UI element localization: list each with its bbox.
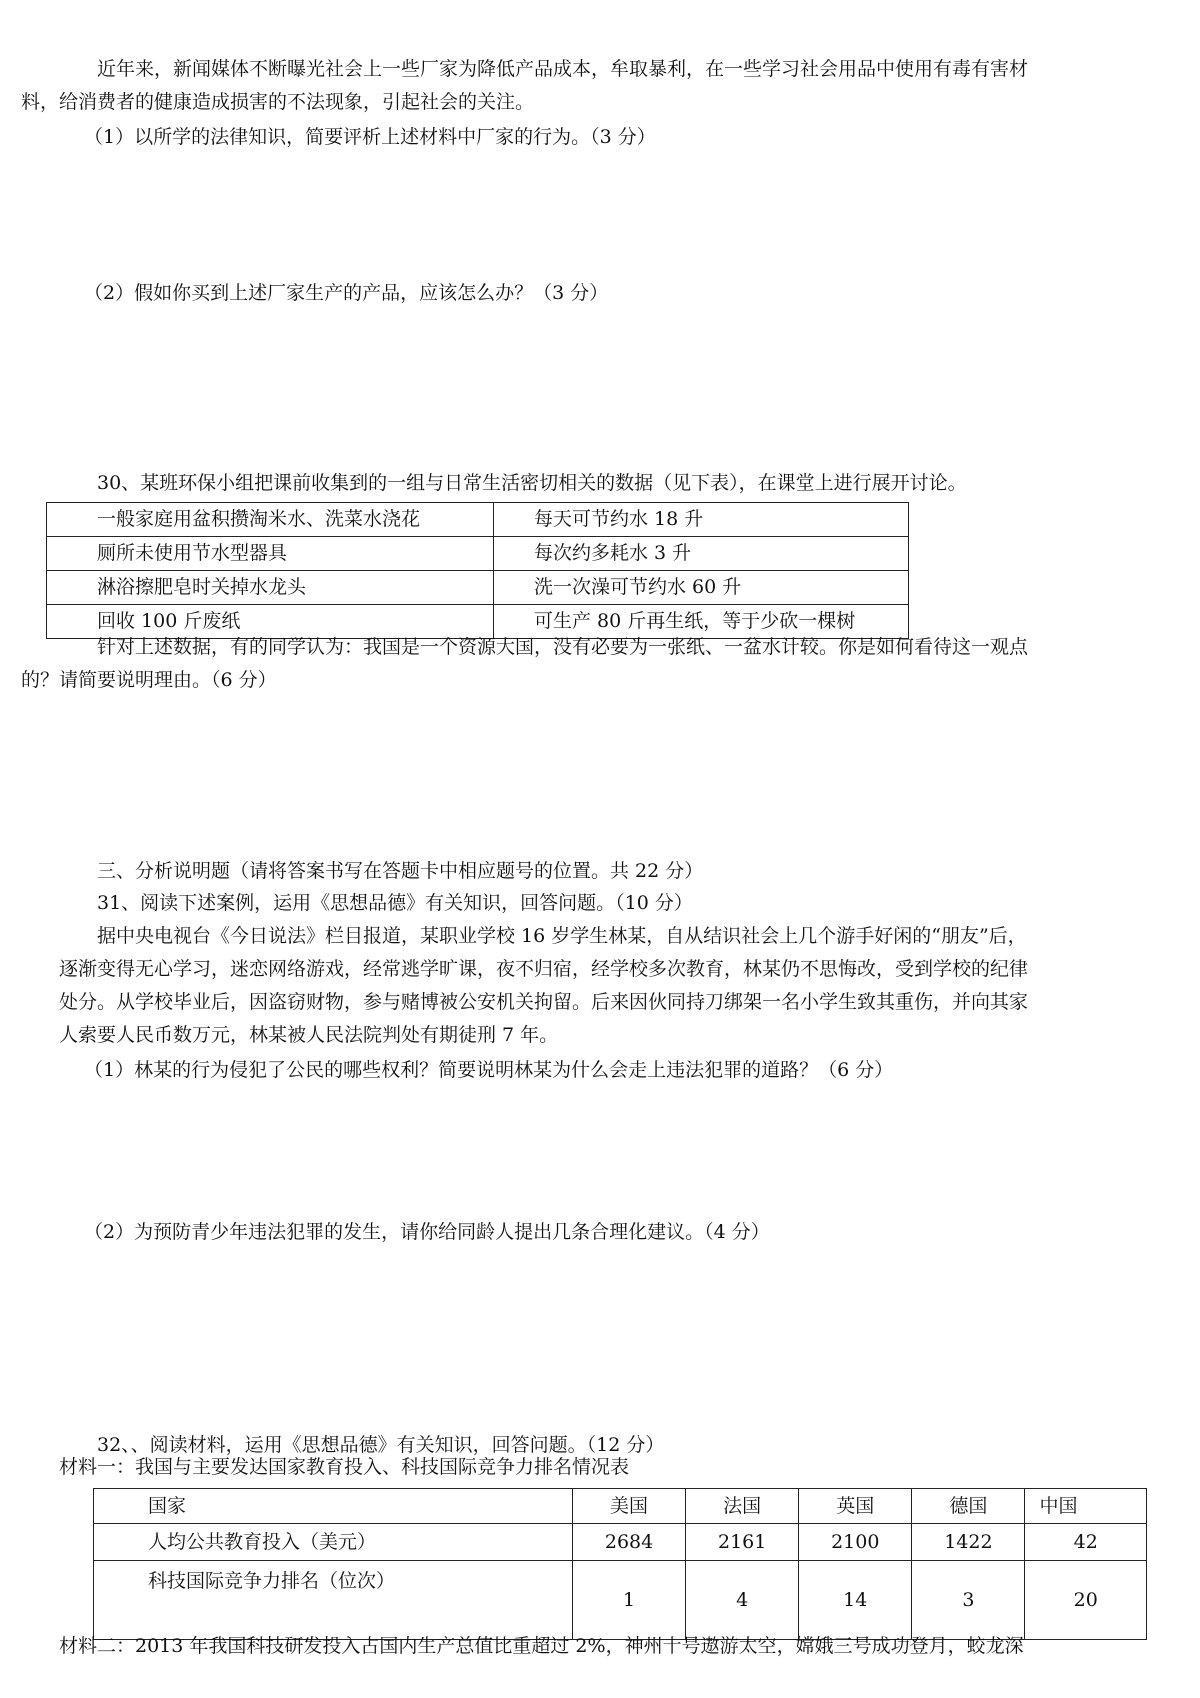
material-2-text: 材料二：2013 年我国科技研发投入占国内生产总值比重超过 2%，神州十号遨游太空，嫦娥三号成功登月，蛟龙深	[59, 1635, 1024, 1657]
table-cell: 厕所未使用节水型器具	[47, 537, 494, 571]
table-cell: 20	[1025, 1561, 1147, 1640]
table-row	[47, 503, 909, 537]
q30-followup	[21, 631, 1149, 697]
material-1-text: 材料一：我国与主要发达国家教育投入、科技国际竞争力排名情况表	[59, 1456, 630, 1478]
material-1-title	[59, 1455, 1149, 1488]
table-cell: 洗一次澡可节约水 60 升	[493, 571, 908, 605]
intro-paragraph	[21, 53, 1149, 119]
q31-case-line-1: 据中央电视台《今日说法》栏目报道，某职业学校 16 岁学生林某，自从结识社会上几个游手好闲的“朋友”后，	[97, 925, 1027, 947]
table-row	[94, 1524, 1147, 1561]
table-cell: 2684	[573, 1524, 686, 1561]
question-1: （1）以所学的法律知识，简要评析上述材料中厂家的行为。（3 分）	[84, 126, 656, 148]
table-cell: 1422	[912, 1524, 1025, 1561]
table-header-row	[94, 1489, 1147, 1524]
table-cell: 每天可节约水 18 升	[493, 503, 908, 537]
education-stats-table	[93, 1488, 1147, 1640]
table-cell: 1	[573, 1561, 686, 1640]
table-header-cell: 中国	[1025, 1489, 1147, 1524]
table-cell: 3	[912, 1561, 1025, 1640]
table-header-cell: 德国	[912, 1489, 1025, 1524]
table-cell: 一般家庭用盆积攒淘米水、洗菜水浇花	[47, 503, 494, 537]
table-header-cell: 美国	[573, 1489, 686, 1524]
intro-line-1: 近年来，新闻媒体不断曝光社会上一些厂家为降低产品成本，牟取暴利，在一些学习社会用品中使用有毒有害材	[97, 58, 1029, 80]
table-header-cell: 英国	[799, 1489, 912, 1524]
table-cell: 回收 100 斤废纸	[47, 605, 494, 639]
table-cell: 每次约多耗水 3 升	[493, 537, 908, 571]
table-header-cell: 法国	[686, 1489, 799, 1524]
question-2: （2）假如你买到上述厂家生产的产品，应该怎么办？（3 分）	[84, 282, 609, 304]
table-row	[47, 537, 909, 571]
q31-title: 31、阅读下述案例，运用《思想品德》有关知识，回答问题。（10 分）	[97, 892, 693, 914]
q30-followup-line-1: 针对上述数据，有的同学认为：我国是一个资源大国，没有必要为一张纸、一盆水计较。你是如何看待这一观点	[97, 636, 1029, 658]
table-cell: 可生产 80 斤再生纸，等于少砍一棵树	[493, 605, 908, 639]
q30-prompt: 30、某班环保小组把课前收集到的一组与日常生活密切相关的数据（见下表），在课堂上进行展开讨论。	[97, 472, 967, 494]
table-cell: 14	[799, 1561, 912, 1640]
intro-line-2: 料，给消费者的健康造成损害的不法现象，引起社会的关注。	[21, 91, 535, 113]
q31-case-line-4: 人索要人民币数万元，林某被人民法院判处有期徒刑 7 年。	[59, 1024, 559, 1046]
q31-sub-1: （1）林某的行为侵犯了公民的哪些权利？简要说明林某为什么会走上违法犯罪的道路？（6 分）	[84, 1059, 894, 1081]
q31-sub-2: （2）为预防青少年违法犯罪的发生，请你给同龄人提出几条合理化建议。（4 分）	[84, 1221, 770, 1243]
q32-title: 32、、阅读材料，运用《思想品德》有关知识，回答问题。（12 分）	[97, 1434, 665, 1456]
table-cell: 42	[1025, 1524, 1147, 1561]
water-data-table	[46, 502, 909, 639]
table-cell: 2161	[686, 1524, 799, 1561]
q31-case-line-3: 处分。从学校毕业后，因盗窃财物，参与赌博被公安机关拘留。后来因伙同持刀绑架一名小学生致其重伤，并向其家	[59, 991, 1029, 1013]
q31-case	[59, 920, 1149, 1052]
table-row	[94, 1561, 1147, 1640]
q30-followup-line-2: 的？请简要说明理由。（6 分）	[21, 669, 277, 691]
table-header-cell: 国家	[94, 1489, 573, 1524]
table-cell: 4	[686, 1561, 799, 1640]
table-cell: 科技国际竞争力排名（位次）	[94, 1561, 573, 1640]
table-cell: 人均公共教育投入（美元）	[94, 1524, 573, 1561]
table-cell: 淋浴擦肥皂时关掉水龙头	[47, 571, 494, 605]
q31-case-line-2: 逐渐变得无心学习，迷恋网络游戏，经常逃学旷课，夜不归宿，经学校多次教育，林某仍不思悔改，受到学校的纪律	[59, 958, 1029, 980]
table-row	[47, 571, 909, 605]
section-3-title: 三、分析说明题（请将答案书写在答题卡中相应题号的位置。共 22 分）	[97, 860, 704, 882]
table-cell: 2100	[799, 1524, 912, 1561]
